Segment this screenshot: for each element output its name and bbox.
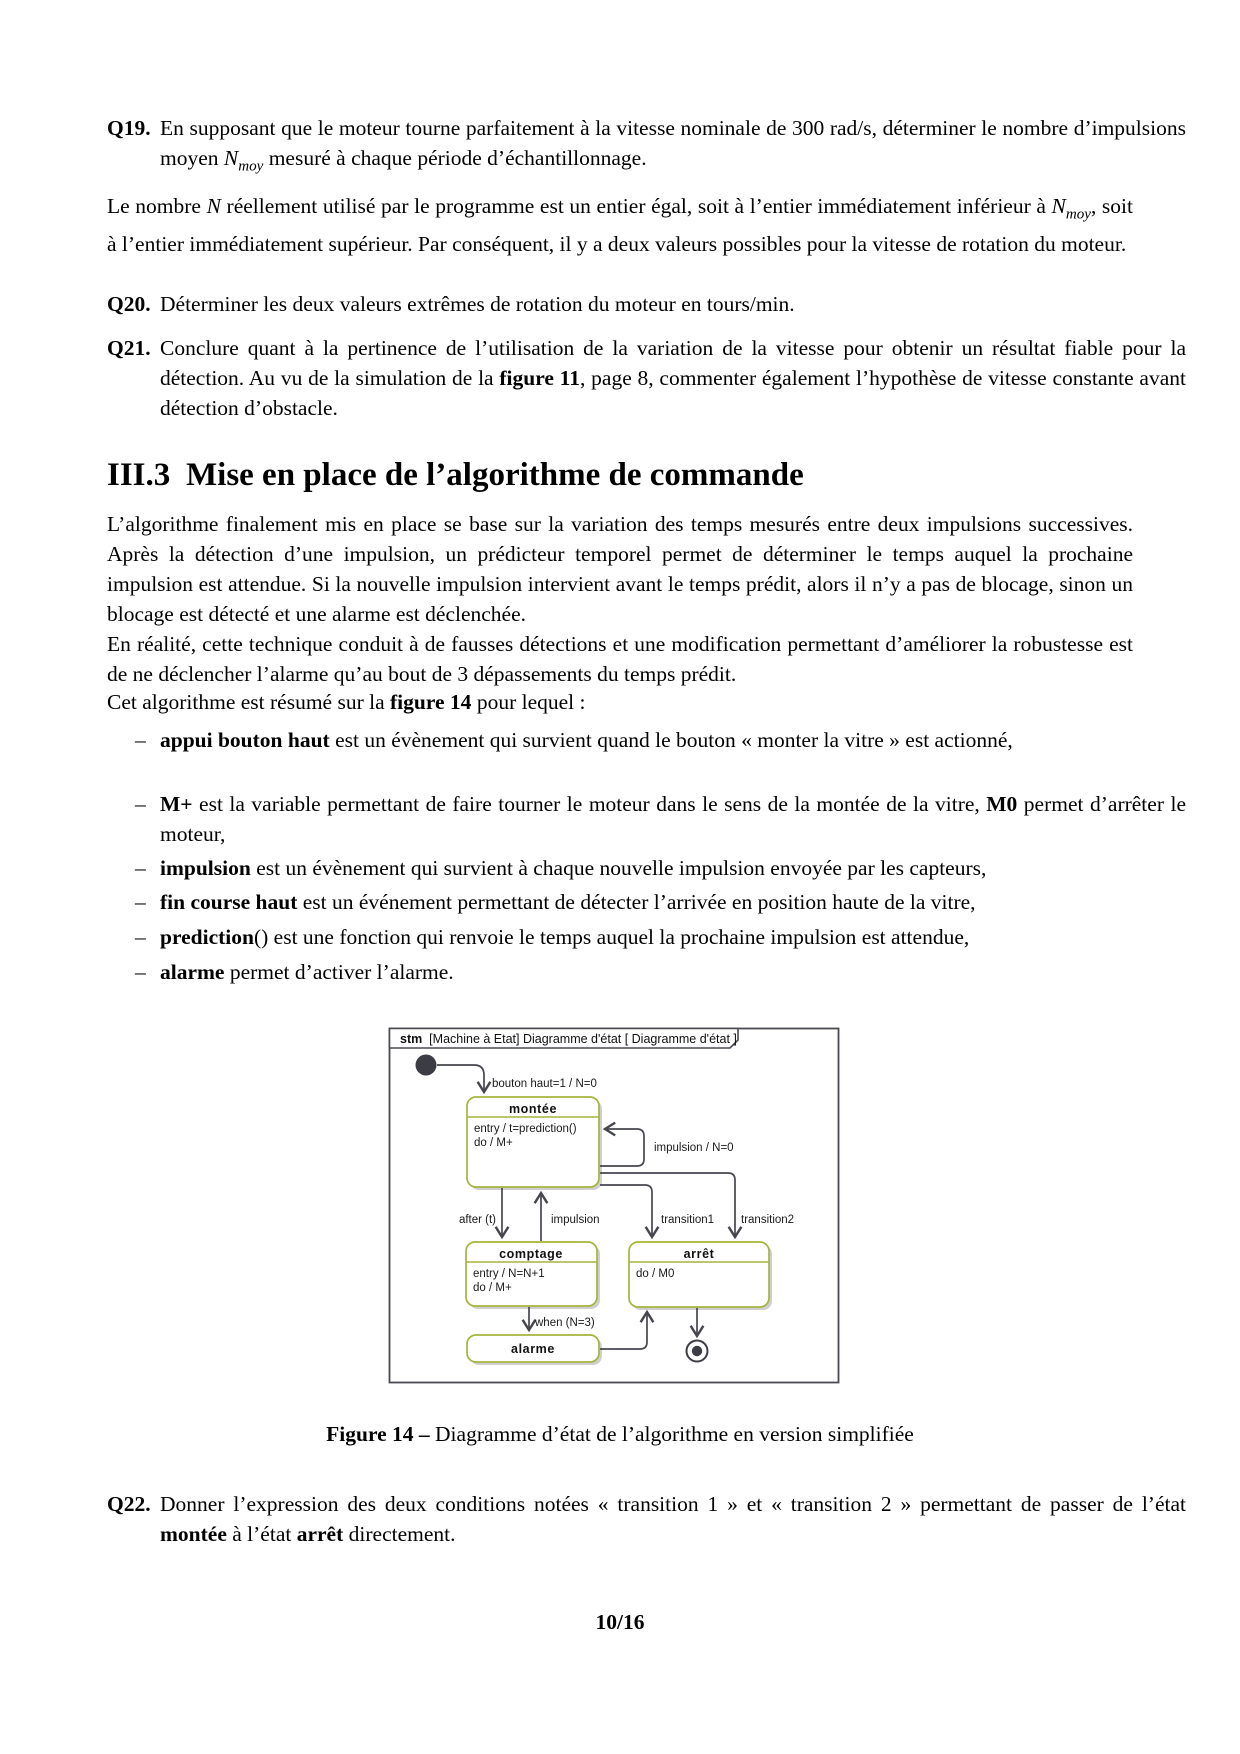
bullet-dash: – — [135, 792, 146, 816]
list-item-prediction: – prediction() est une fonction qui renvoie le temps auquel la prochaine impulsion est attendue, — [107, 922, 1186, 952]
question-text: Donner l’expression des deux conditions notées « transition 1 » et « transition 2 » permettant de passer de l’état — [160, 1492, 1186, 1516]
paragraph-nombre-n: Le nombre N réellement utilisé par le programme est un entier égal, soit à l’entier immédiatement inférieur à $N_{moy}$, soit à l’entier immédiatement supérieur. Par conséquent, il y a deux valeurs possibles pour la vitesse de rotation du moteur. — [107, 194, 1133, 257]
figure-caption-text: Diagramme d’état de l’algorithme en version simplifiée — [429, 1422, 914, 1446]
question-text: Déterminer les deux valeurs extrêmes de rotation du moteur en tours/min. — [160, 292, 795, 316]
state-comptage-do: do / M+ — [473, 1282, 512, 1294]
section-number: III.3 — [107, 457, 171, 493]
state-comptage-entry: entry / N=N+1 — [473, 1268, 545, 1280]
state-diagram-svg — [388, 1027, 840, 1385]
question-text: mesuré à chaque période d’échantillonnage. — [263, 146, 647, 170]
variable-n: N — [206, 194, 221, 218]
transition-when-label: when (N=3) — [535, 1317, 595, 1329]
bullet-dash: – — [135, 925, 146, 949]
variable-n: N — [1051, 194, 1066, 218]
list-item-impulsion: – impulsion est un évènement qui survient à chaque nouvelle impulsion envoyée par les capteurs, — [107, 853, 1186, 883]
list-item-alarme: – alarme permet d’activer l’alarme. — [107, 957, 1186, 987]
diagram-frame-title: stm [Machine à Etat] Diagramme d'état [ Diagramme d'état ] — [400, 1032, 737, 1046]
question-q20 — [107, 289, 1186, 319]
state-comptage-title: comptage — [499, 1247, 563, 1261]
initial-state-icon — [416, 1055, 437, 1076]
transition2-label: transition2 — [741, 1214, 795, 1226]
variable-subscript: moy — [238, 158, 264, 175]
bullet-dash: – — [135, 728, 146, 752]
figure-reference: figure 14 — [390, 690, 472, 714]
state-montee-entry: entry / t=prediction() — [474, 1123, 577, 1135]
question-q19 — [107, 113, 1186, 181]
question-text: En supposant que le moteur tourne parfaitement à la vitesse nominale de 300 rad/s, déterminer le nombre d’impulsions moyen — [160, 116, 1186, 170]
variable-n: N — [223, 146, 239, 170]
question-text: directement. — [343, 1522, 456, 1546]
transition-selfloop-label: impulsion / N=0 — [654, 1142, 734, 1154]
transition-after-label: after (t) — [458, 1214, 496, 1226]
list-item-fin-course-haut: – fin course haut est un événement permettant de détecter l’arrivée en position haute de la vitre, — [107, 887, 1186, 917]
variable-subscript: moy — [1065, 206, 1091, 223]
paragraph-figure14-intro: Cet algorithme est résumé sur la figure 14 pour lequel : — [107, 690, 586, 714]
paragraph-algorithme: L’algorithme finalement mis en place se base sur la variation des temps mesurés entre deux impulsions successives. Après la détection d’une impulsion, un prédicteur temporel permet de déterminer le temps auquel la prochaine impulsion est attendue. Si la nouvelle impulsion intervient avant le temps prédit, alors il n’y a pas de blocage, sinon un blocage est détecté et une alarme est déclenchée. — [107, 512, 1133, 626]
section-heading — [107, 455, 1133, 495]
question-text: Conclure quant à la pertinence de l’utilisation de la variation de la vitesse pour obtenir un résultat fiable pour la détection. Au vu de la simulation de la — [160, 336, 1186, 390]
question-label: Q19. — [107, 116, 151, 140]
figure-reference: figure 11 — [499, 366, 580, 390]
state-reference-arret: arrêt — [296, 1522, 344, 1546]
question-q21 — [107, 333, 1186, 423]
question-text: à l’état — [226, 1522, 297, 1546]
transition-impulsion-label: impulsion — [551, 1214, 600, 1226]
bullet-dash: – — [135, 890, 146, 914]
diagram-frame — [390, 1029, 839, 1383]
figure-caption-number: Figure 14 – — [326, 1422, 430, 1446]
paragraph-realite: En réalité, cette technique conduit à de fausses détections et une modification permettant d’améliorer la robustesse est de ne déclencher l’alarme qu’au bout de 3 dépassements du temps prédit. — [107, 632, 1133, 686]
transition-init-label: bouton haut=1 / N=0 — [492, 1078, 597, 1090]
question-label: Q22. — [107, 1492, 151, 1516]
question-q22 — [107, 1489, 1186, 1549]
question-label: Q20. — [107, 292, 151, 316]
transition1-label: transition1 — [661, 1214, 715, 1226]
section-title: Mise en place de l’algorithme de commande — [186, 457, 804, 493]
final-state-inner-dot — [692, 1346, 702, 1356]
question-text: , page 8, commenter également l’hypothèse de vitesse constante avant détection d’obstacle. — [160, 366, 1186, 420]
list-item-appui-bouton-haut: – appui bouton haut est un évènement qui survient quand le bouton « monter la vitre » est actionné, — [107, 725, 1186, 755]
list-item-m-plus: – M+ est la variable permettant de faire tourner le moteur dans le sens de la montée de la vitre, M0 permet d’arrêter le moteur, — [107, 789, 1186, 849]
state-arret-title: arrêt — [683, 1247, 715, 1261]
state-montee-title: montée — [508, 1102, 558, 1116]
state-montee-do: do / M+ — [474, 1137, 513, 1149]
state-arret-do: do / M0 — [636, 1268, 675, 1280]
figure-caption — [0, 1419, 1240, 1449]
page-number: 10/16 — [595, 1610, 645, 1634]
state-reference-montee: montée — [160, 1522, 227, 1546]
state-diagram-figure — [388, 1027, 840, 1385]
state-alarme-title: alarme — [511, 1342, 555, 1356]
bullet-dash: – — [135, 856, 146, 880]
question-label: Q21. — [107, 336, 151, 360]
bullet-dash: – — [135, 960, 146, 984]
